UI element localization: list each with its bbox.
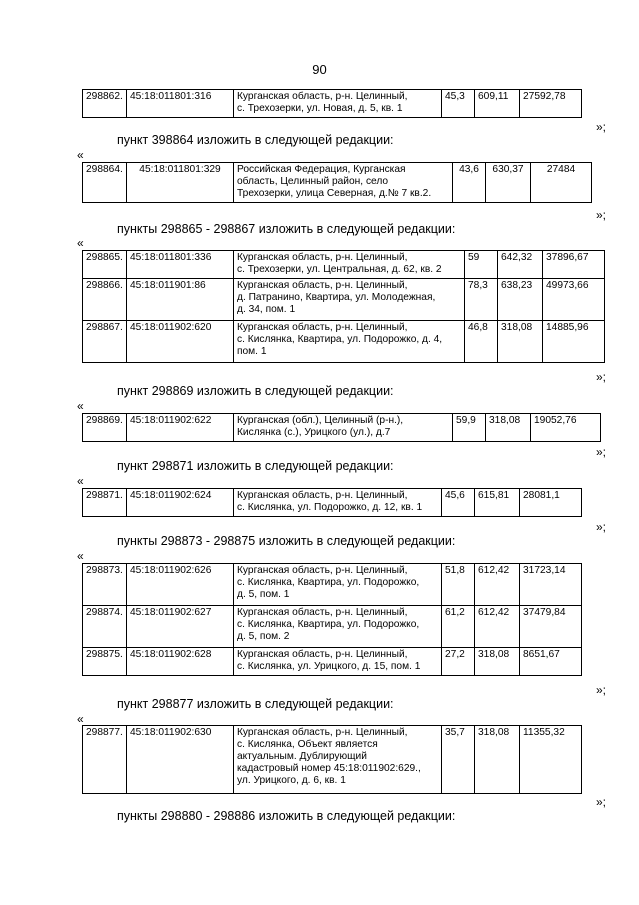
cadastral-number: 45:18:011902:624 (127, 489, 234, 517)
instruction-text: пункт 398864 изложить в следующей редакции: (117, 133, 394, 147)
opening-quote: « (77, 712, 84, 726)
unit-cost: 609,11 (475, 90, 520, 118)
address: Курганская область, р-н. Целинный, с. Кислянка, Объект является актуальным. Дублирующий кадастровый номер 45:18:011902:629., ул. Урицкого, д. 6, кв. 1 (234, 726, 442, 794)
row-number: 298867. (83, 321, 127, 363)
cadastral-value: 37479,84 (520, 606, 582, 648)
table-row (83, 90, 582, 118)
closing-quote: »; (595, 445, 606, 459)
row-number: 298862. (83, 90, 127, 118)
row-number: 298869. (83, 414, 127, 442)
table-row (83, 489, 582, 517)
table-row (83, 606, 582, 648)
address: Курганская область, р-н. Целинный, д. Патранино, Квартира, ул. Молодежная, д. 34, пом. 1 (234, 279, 465, 321)
area: 59,9 (453, 414, 486, 442)
opening-quote: « (77, 236, 84, 250)
property-table (82, 725, 582, 794)
cadastral-value: 37896,67 (543, 251, 605, 279)
unit-cost: 642,32 (498, 251, 543, 279)
closing-quote: »; (595, 683, 606, 697)
cadastral-value: 19052,76 (531, 414, 601, 442)
table-row (83, 251, 605, 279)
instruction-text: пункты 298880 - 298886 изложить в следующей редакции: (117, 809, 456, 823)
row-number: 298864. (83, 163, 127, 203)
area: 61,2 (442, 606, 475, 648)
cadastral-number: 45:18:011901:86 (127, 279, 234, 321)
opening-quote: « (77, 399, 84, 413)
address: Российская Федерация, Курганская область, Целинный район, село Трехозерки, улица Северная, д.№ 7 кв.2. (234, 163, 453, 203)
instruction-text: пункт 298869 изложить в следующей редакции: (117, 384, 394, 398)
area: 27,2 (442, 648, 475, 676)
instruction-text: пункты 298873 - 298875 изложить в следующей редакции: (117, 534, 456, 548)
unit-cost: 318,08 (475, 726, 520, 794)
closing-quote: »; (595, 370, 606, 384)
area: 51,8 (442, 564, 475, 606)
row-number: 298871. (83, 489, 127, 517)
cadastral-number: 45:18:011801:329 (127, 163, 234, 203)
unit-cost: 612,42 (475, 564, 520, 606)
cadastral-number: 45:18:011801:336 (127, 251, 234, 279)
address: Курганская область, р-н. Целинный, с. Кислянка, Квартира, ул. Подорожко, д. 4, пом. 1 (234, 321, 465, 363)
area: 45,3 (442, 90, 475, 118)
opening-quote: « (77, 148, 84, 162)
area: 46,8 (465, 321, 498, 363)
table-row (83, 564, 582, 606)
closing-quote: »; (595, 795, 606, 809)
area: 45,6 (442, 489, 475, 517)
instruction-text: пункт 298877 изложить в следующей редакции: (117, 697, 394, 711)
property-table (82, 89, 582, 118)
cadastral-value: 27484 (531, 163, 592, 203)
cadastral-number: 45:18:011902:627 (127, 606, 234, 648)
address: Курганская область, р-н. Целинный, с. Трехозерки, ул. Новая, д. 5, кв. 1 (234, 90, 442, 118)
unit-cost: 638,23 (498, 279, 543, 321)
row-number: 298875. (83, 648, 127, 676)
cadastral-value: 27592,78 (520, 90, 582, 118)
unit-cost: 630,37 (486, 163, 531, 203)
area: 35,7 (442, 726, 475, 794)
row-number: 298877. (83, 726, 127, 794)
cadastral-number: 45:18:011902:628 (127, 648, 234, 676)
cadastral-value: 31723,14 (520, 564, 582, 606)
cadastral-number: 45:18:011902:630 (127, 726, 234, 794)
instruction-text: пункты 298865 - 298867 изложить в следующей редакции: (117, 222, 456, 236)
closing-quote: »; (595, 208, 606, 222)
unit-cost: 612,42 (475, 606, 520, 648)
unit-cost: 318,08 (486, 414, 531, 442)
table-row (83, 163, 592, 203)
unit-cost: 615,81 (475, 489, 520, 517)
opening-quote: « (77, 549, 84, 563)
cadastral-number: 45:18:011902:620 (127, 321, 234, 363)
property-table (82, 563, 582, 676)
address: Курганская область, р-н. Целинный, с. Кислянка, Квартира, ул. Подорожко, д. 5, пом. 2 (234, 606, 442, 648)
cadastral-value: 49973,66 (543, 279, 605, 321)
property-table (82, 488, 582, 517)
cadastral-number: 45:18:011902:622 (127, 414, 234, 442)
address: Курганская область, р-н. Целинный, с. Кислянка, ул. Подорожко, д. 12, кв. 1 (234, 489, 442, 517)
table-row (83, 279, 605, 321)
row-number: 298874. (83, 606, 127, 648)
area: 43,6 (453, 163, 486, 203)
page-number: 90 (312, 62, 327, 77)
closing-quote: »; (595, 120, 606, 134)
cadastral-value: 14885,96 (543, 321, 605, 363)
cadastral-number: 45:18:011902:626 (127, 564, 234, 606)
table-row (83, 321, 605, 363)
property-table (82, 162, 592, 203)
property-table (82, 413, 601, 442)
address: Курганская область, р-н. Целинный, с. Кислянка, Квартира, ул. Подорожко, д. 5, пом. 1 (234, 564, 442, 606)
table-row (83, 414, 601, 442)
address: Курганская (обл.), Целинный (р-н.), Кислянка (с.), Урицкого (ул.), д.7 (234, 414, 453, 442)
closing-quote: »; (595, 520, 606, 534)
table-row (83, 648, 582, 676)
address: Курганская область, р-н. Целинный, с. Трехозерки, ул. Центральная, д. 62, кв. 2 (234, 251, 465, 279)
area: 78,3 (465, 279, 498, 321)
unit-cost: 318,08 (475, 648, 520, 676)
instruction-text: пункт 298871 изложить в следующей редакции: (117, 459, 394, 473)
row-number: 298866. (83, 279, 127, 321)
cadastral-value: 11355,32 (520, 726, 582, 794)
area: 59 (465, 251, 498, 279)
property-table (82, 250, 605, 363)
opening-quote: « (77, 474, 84, 488)
cadastral-value: 8651,67 (520, 648, 582, 676)
row-number: 298873. (83, 564, 127, 606)
row-number: 298865. (83, 251, 127, 279)
table-row (83, 726, 582, 794)
unit-cost: 318,08 (498, 321, 543, 363)
cadastral-value: 28081,1 (520, 489, 582, 517)
cadastral-number: 45:18:011801:316 (127, 90, 234, 118)
address: Курганская область, р-н. Целинный, с. Кислянка, ул. Урицкого, д. 15, пом. 1 (234, 648, 442, 676)
